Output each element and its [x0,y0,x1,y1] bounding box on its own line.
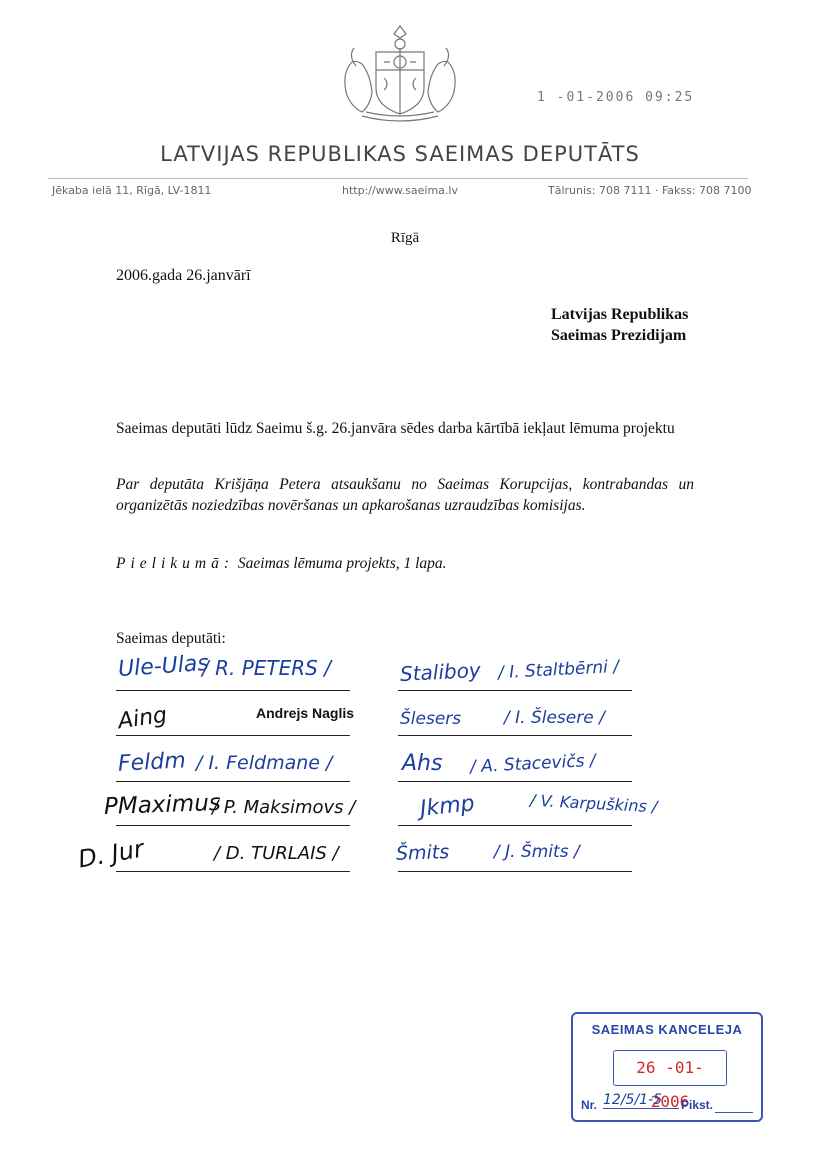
organization-title: LATVIJAS REPUBLIKAS SAEIMAS DEPUTĀTS [160,142,640,166]
signature-line [398,690,632,691]
letterhead-divider [48,178,748,179]
signature-line [116,825,350,826]
contact-phone-fax: Tālrunis: 708 7111 · Fakss: 708 7100 [548,184,752,197]
signature-name: / D. TURLAIS / [214,843,339,864]
request-paragraph: Saeimas deputāti lūdz Saeimu š.g. 26.janvāra sēdes darba kārtībā iekļaut lēmuma projektu [116,420,675,437]
signature-name: / P. Maksimovs / [212,797,356,818]
signature-name: / I. Feldmane / [196,752,333,774]
stamp-title: SAEIMAS KANCELEJA [591,1022,743,1037]
signatures-heading: Saeimas deputāti: [116,630,226,647]
signature-scribble: Aing [116,702,169,735]
addressee [551,304,688,346]
addressee-line-2: Saeimas Prezidijam [551,327,687,344]
signature-scribble: Šlesers [400,709,462,729]
letter-date: 2006.gada 26.janvārī [116,267,251,284]
addressee-line-1: Latvijas Republikas [551,306,689,323]
signature-scribble: Staliboy [399,657,482,687]
contact-address: Jēkaba ielā 11, Rīgā, LV-1811 [52,184,212,197]
signature-line [398,781,632,782]
attachment-label: Pielikumā: [116,555,235,572]
signature-scribble: Feldm [117,748,187,777]
signature-printed-name: Andrejs Naglis [256,705,355,721]
letter-place: Rīgā [390,230,420,246]
signature-line [398,871,632,872]
signature-line [116,690,350,691]
signature-line [116,871,350,872]
signature-name: / I. Šlesere / [504,708,605,728]
stamp-date: 26 -01- 2006 [613,1050,727,1086]
signature-scribble: PMaximus [103,789,222,821]
signature-name: / J. Šmits / [494,842,580,862]
signature-line [116,781,350,782]
contact-website: http://www.saeima.lv [342,184,458,197]
draft-decision-title: Par deputāta Krišjāņa Petera atsaukšanu no Saeimas Korupcijas, kontrabandas un organizētās noziedzības novēršanas un apkarošanas uzraudzības komisijas. [116,476,694,514]
signature-scribble: Šmits [395,841,450,865]
signature-name: / A. Stacevičs / [469,750,597,778]
signature-scribble: Jkmp [418,791,476,822]
signature-name: / V. Karpuškins / [529,790,658,817]
coat-of-arms-icon [332,22,468,126]
signature-name: / I. Staltbērni / [497,656,620,684]
signature-scribble: D. Jur [76,834,146,874]
signature-line [116,735,350,736]
stamp-nr-value: 12/5/1-5 [603,1092,679,1109]
signature-line [398,825,632,826]
stamp-pielikumi-line [715,1112,753,1113]
attachment-note [116,553,694,574]
stamp-nr-label: Nr. [581,1098,598,1112]
stamp-pielikumi-label: Pikst. [681,1098,714,1112]
signature-line [398,735,632,736]
signature-scribble: Ahs [402,751,443,776]
receipt-stamp [571,1012,763,1122]
received-time-stamp: 1 -01-2006 09:25 [537,90,695,105]
signature-name: / R. PETERS / [202,656,331,680]
signature-scribble: Ule-Ulas [117,650,210,683]
attachment-text: Saeimas lēmuma projekts, 1 lapa. [234,555,447,572]
